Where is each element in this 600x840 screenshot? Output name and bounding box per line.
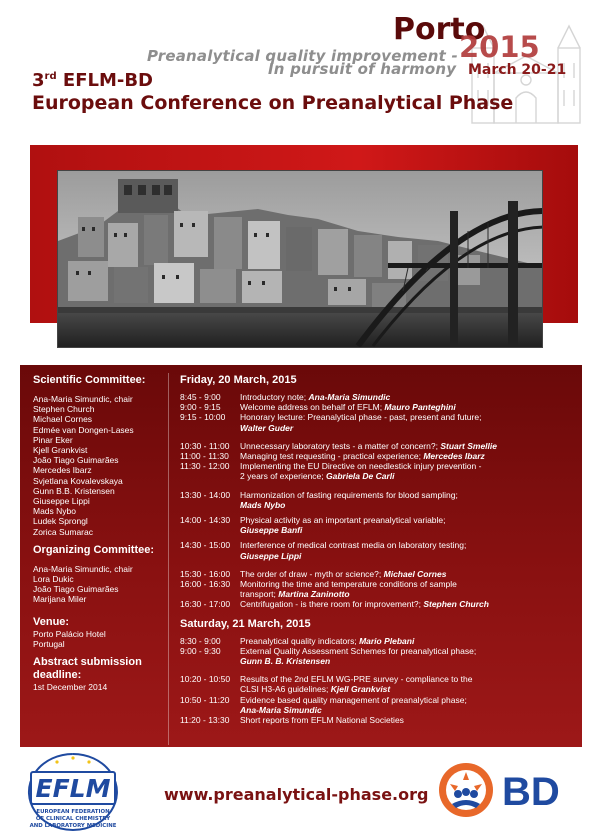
committee-member: Giuseppe Lippi [33, 496, 90, 507]
bd-logo-text: BD [502, 770, 560, 814]
committee-member: Mads Nybo [33, 506, 76, 517]
session-desc: Interference of medical contrast media on laboratory testing; Giuseppe Lippi [240, 540, 467, 561]
committee-member: Mercedes Ibarz [33, 465, 92, 476]
day1-heading: Friday, 20 March, 2015 [180, 374, 297, 386]
conference-year: 2015 [459, 30, 540, 64]
session-row [180, 674, 575, 694]
conference-dates: March 20-21 [468, 62, 567, 78]
session-row [180, 636, 575, 646]
session-desc: Short reports from EFLM National Societies [240, 715, 404, 726]
session-row [180, 515, 575, 535]
committee-member: Stephen Church [33, 404, 95, 415]
eflm-logo-sub-2: OF CLINICAL CHEMISTRY [35, 816, 111, 822]
session-time: 10:30 - 11:00 [180, 440, 230, 451]
eflm-logo[interactable] [27, 752, 119, 832]
session-speaker: Martina Zaninotto [278, 589, 350, 600]
session-speaker: Giuseppe Banfi [240, 525, 303, 536]
venue-heading: Venue: [33, 615, 70, 628]
committee-member: João Tiago Guimarães [33, 455, 119, 466]
tagline-line-1: Preanalytical quality improvement - [147, 47, 458, 65]
session-speaker: Stuart Smellie [440, 440, 497, 451]
committee-member: João Tiago Guimarães [33, 584, 119, 595]
porto-cityscape-photo [57, 170, 543, 348]
committee-member: Edmée van Dongen-Lases [33, 424, 134, 435]
edition-number: 3 [32, 70, 45, 91]
session-row [180, 402, 575, 412]
session-speaker: Giuseppe Lippi [240, 550, 302, 561]
session-row [180, 646, 575, 666]
session-speaker: Stephen Church [423, 599, 489, 610]
session-row [180, 441, 575, 451]
abstract-heading-line-1: Abstract submission [33, 656, 142, 669]
abstract-deadline: 1st December 2014 [33, 682, 108, 693]
session-speaker: Michael Cornes [383, 568, 447, 579]
session-speaker: Gabriela De Carli [326, 471, 395, 482]
website-link[interactable]: www.preanalytical-phase.org [164, 785, 429, 804]
committee-member: Gunn B.B. Kristensen [33, 485, 115, 496]
eflm-logo-text: EFLM [35, 774, 111, 803]
session-speaker: Mario Plebani [359, 635, 415, 646]
session-desc: The order of draw - myth or science?; Michael Cornes [240, 568, 447, 579]
committee-member: Lora Dukic [33, 574, 74, 585]
session-time: 16:00 - 16:30 [180, 579, 231, 590]
committee-member: Ana-Maria Simundic, chair [33, 563, 133, 574]
session-time: 11:20 - 13:30 [180, 715, 230, 726]
conference-title: European Conference on Preanalytical Phase [32, 92, 514, 114]
session-desc: Preanalytical quality indicators; Mario Plebani [240, 635, 415, 646]
committee-member: Marijana Miler [33, 594, 87, 605]
session-row [180, 461, 575, 481]
session-time: 11:30 - 12:00 [180, 461, 230, 472]
session-desc: Harmonization of fasting requirements for blood sampling; Mads Nybo [240, 489, 458, 510]
session-desc: Physical activity as an important preanalytical variable; Giuseppe Banfi [240, 515, 446, 536]
session-desc: Implementing the EU Directive on needlestick injury prevention - 2 years of experience; Gabriela De Carli [240, 461, 482, 482]
committee-member: Ana-Maria Simundic, chair [33, 394, 133, 404]
session-row [180, 579, 575, 599]
session-desc: Evidence based quality management of preanalytical phase; Ana-Maria Simundic [240, 694, 467, 715]
session-desc: Introductory note; Ana-Maria Simundic [240, 392, 391, 402]
day2-heading: Saturday, 21 March, 2015 [180, 617, 311, 630]
session-row [180, 412, 575, 432]
session-row [180, 695, 575, 715]
session-speaker: Gunn B. B. Kristensen [240, 656, 331, 667]
session-desc: Results of the 2nd EFLM WG-PRE survey - compliance to the CLSI H3-A6 guidelines; Kjell Grankvist [240, 674, 473, 695]
session-row [180, 490, 575, 510]
session-time: 9:00 - 9:30 [180, 645, 221, 656]
edition-org: EFLM-BD [56, 70, 153, 91]
committee-member: Michael Cornes [33, 414, 93, 425]
session-row [180, 569, 575, 579]
session-time: 16:30 - 17:00 [180, 599, 231, 610]
cityscape-illustration [58, 171, 543, 348]
committee-column [33, 374, 168, 692]
eflm-logo-sub-3: AND LABORATORY MEDICINE [29, 823, 117, 829]
session-desc: Unnecessary laboratory tests - a matter of concern?; Stuart Smellie [240, 440, 497, 451]
session-time: 10:50 - 11:20 [180, 694, 230, 705]
committee-member: Svjetlana Kovalevskaya [33, 475, 123, 486]
session-time: 9:00 - 9:15 [180, 402, 221, 413]
tagline-line-2: In pursuit of harmony [268, 60, 457, 78]
session-desc: Honorary lecture: Preanalytical phase - past, present and future; Walter Guder [240, 412, 482, 433]
venue-line: Porto Palácio Hotel [33, 628, 106, 639]
session-time: 11:00 - 11:30 [180, 451, 229, 462]
schedule-column [180, 374, 575, 725]
session-speaker: Mauro Panteghini [384, 402, 456, 413]
organizing-committee-heading: Organizing Committee: [33, 543, 155, 556]
scientific-committee-heading: Scientific Committee: [33, 374, 146, 386]
committee-member: Kjell Grankvist [33, 445, 88, 456]
session-time: 9:15 - 10:00 [180, 412, 226, 423]
eflm-logo-sub-1: EUROPEAN FEDERATION [36, 809, 110, 815]
session-speaker: Ana-Maria Simundic [308, 392, 391, 402]
session-time: 14:30 - 15:00 [180, 540, 231, 551]
program-panel [20, 365, 582, 747]
session-time: 13:30 - 14:00 [180, 489, 231, 500]
session-row [180, 715, 575, 725]
session-desc: Centrifugation - is there room for improvement?; Stephen Church [240, 599, 489, 610]
edition-heading [32, 70, 153, 91]
edition-suffix: rd [44, 71, 57, 82]
city-name: Porto [393, 12, 486, 47]
session-desc: Managing test requesting - practical experience; Mercedes Ibarz [240, 451, 485, 462]
session-time: 10:20 - 10:50 [180, 674, 231, 685]
session-speaker: Ana-Maria Simundic [240, 704, 322, 715]
committee-member: Ludek Sprongl [33, 516, 88, 527]
session-desc: Monitoring the time and temperature conditions of sample transport; Martina Zaninotto [240, 579, 457, 600]
session-speaker: Kjell Grankvist [330, 684, 391, 695]
venue-line: Portugal [33, 638, 65, 649]
column-divider [168, 373, 169, 745]
session-desc: Welcome address on behalf of EFLM; Mauro Panteghini [240, 402, 456, 413]
session-row [180, 599, 575, 609]
session-time: 8:45 - 9:00 [180, 392, 221, 402]
session-speaker: Walter Guder [240, 422, 294, 433]
session-speaker: Mercedes Ibarz [423, 451, 485, 462]
bd-logo[interactable] [436, 758, 584, 822]
session-row [180, 392, 575, 402]
committee-member: Zorica Sumarac [33, 526, 93, 537]
session-row [180, 540, 575, 560]
session-speaker: Mads Nybo [240, 499, 286, 510]
session-row [180, 451, 575, 461]
session-time: 14:00 - 14:30 [180, 515, 231, 526]
session-time: 8:30 - 9:00 [180, 635, 221, 646]
session-time: 15:30 - 16:00 [180, 568, 231, 579]
abstract-heading-line-2: deadline: [33, 669, 82, 682]
committee-member: Pinar Eker [33, 434, 73, 445]
session-desc: External Quality Assessment Schemes for preanalytical phase; Gunn B. B. Kristensen [240, 645, 477, 667]
